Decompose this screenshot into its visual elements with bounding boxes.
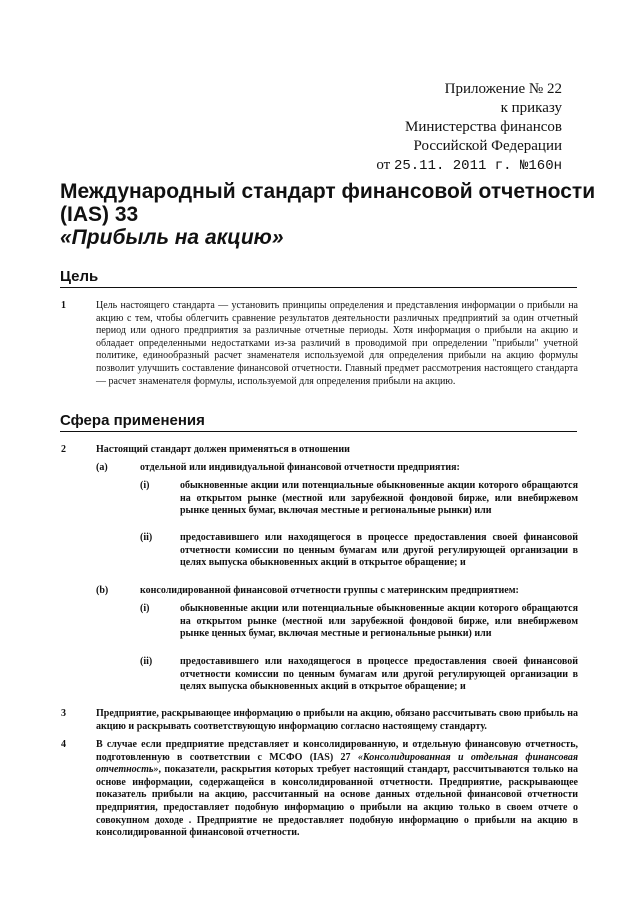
- document-title: [60, 180, 600, 249]
- item-b-i-label: (i): [140, 603, 150, 614]
- paragraph-2-intro: Настоящий стандарт должен применяться в отношении: [96, 444, 350, 455]
- paragraph-number-4: 4: [61, 739, 66, 750]
- item-a-label: (a): [96, 462, 108, 473]
- paragraph-number-2: 2: [61, 444, 66, 455]
- item-a-text: отдельной или индивидуальной финансовой отчетности предприятия:: [140, 462, 460, 473]
- item-b-text: консолидированной финансовой отчетности группы с материнским предприятием:: [140, 585, 519, 596]
- paragraph-number-3: 3: [61, 708, 66, 719]
- paragraph-number-1: 1: [61, 300, 66, 311]
- item-b-ii-label: (ii): [140, 656, 153, 667]
- section-heading-goal: Цель: [60, 268, 99, 285]
- paragraph-4-text: [96, 739, 578, 840]
- paragraph-3-text: Предприятие, раскрывающее информацию о прибыли на акцию, обязано рассчитывать свою прибыль на акцию и раскрывать соответствующую информацию согласно настоящему стандарту.: [96, 708, 578, 732]
- item-b-ii-text: предоставившего или находящегося в процессе предоставления своей финансовой отчетности комиссии по ценным бумагам или другой регулирующей организации в целях выпуска обыкновенных акций в открытое обращение; и: [180, 656, 578, 693]
- appendix-number: Приложение № 22: [444, 81, 562, 97]
- appendix-header: [376, 80, 562, 176]
- item-a-ii-label: (ii): [140, 532, 153, 543]
- appendix-order: к приказу: [500, 100, 562, 116]
- item-b-i-text: обыкновенные акции или потенциальные обыкновенные акции которого обращаются на открытом рынке (местной или зарубежной фондовой бирже, или внебиржевом рынке ценных бумаг, включая местные и региональные рынки) или: [180, 603, 578, 640]
- appendix-date: 25.11. 2011 г. №160н: [393, 158, 562, 174]
- item-a-ii-text: предоставившего или находящегося в процессе предоставления своей финансовой отчетности комиссии по ценным бумагам или другой регулирующей организации в целях выпуска обыкновенных акций в открытое обращение; и: [180, 532, 578, 569]
- item-b-label: (b): [96, 585, 109, 596]
- section-heading-scope: Сфера применения: [60, 412, 205, 429]
- title-line-1: Международный стандарт финансовой отчетности: [60, 180, 596, 203]
- appendix-date-prefix: от: [376, 157, 391, 173]
- appendix-federation: Российской Федерации: [413, 138, 562, 154]
- paragraph-4-standard-title: «Консолидированная и отдельная финансовая отчетность»: [96, 751, 579, 776]
- section-rule-goal: [60, 287, 577, 288]
- title-line-2: (IAS) 33: [60, 203, 139, 226]
- item-a-i-label: (i): [140, 480, 150, 491]
- appendix-ministry: Министерства финансов: [405, 119, 562, 135]
- item-a-i-text: обыкновенные акции или потенциальные обыкновенные акции которого обращаются на открытом рынке (местной или зарубежной фондовой бирже, или внебиржевом рынке ценных бумаг, включая местные и региональные рынки) или: [180, 480, 578, 517]
- section-rule-scope: [60, 431, 577, 432]
- paragraph-4-part-b: , показатели, раскрытия которых требует настоящий стандарт, рассчитываются только на основе информации, содержащейся в консолидированной отчетности. Предприятие, раскрывающее показатель прибыли на акцию, рассчитанный на основе данных отдельной финансовой отчетности предприятия, предоставляет подобную информацию о прибыли на акцию только в своем отчете о совокупном доходе . Предприятие не предоставляет подобную информацию о прибыли на акцию в консолидированной финансовой отчетности.: [96, 764, 578, 839]
- title-line-3: «Прибыль на акцию»: [60, 226, 284, 249]
- paragraph-4-part-a: В случае если предприятие представляет и консолидированную, и отдельную финансовую отчетность, подготовленную в соответствии с МСФО (IAS) 27: [96, 739, 578, 763]
- appendix-date-line: [376, 156, 562, 176]
- paragraph-1-text: Цель настоящего стандарта — установить принципы определения и представления информации о прибыли на акцию с тем, чтобы облегчить сравнение результатов деятельности различных предприятий за один отчетный период или одного предприятия за различные отчетные периоды. Хотя информация о прибыли на акцию и обладает определенными недостатками из-за различий в проводимой при определении "прибыли" учетной политике, единообразный расчет знаменателя используемой для определения прибыли на акцию формулы позволит улучшить составление финансовой отчетности. Главный предмет рассмотрения настоящего стандарта — расчет знаменателя формулы, используемой для определения прибыли на акцию.: [96, 300, 578, 387]
